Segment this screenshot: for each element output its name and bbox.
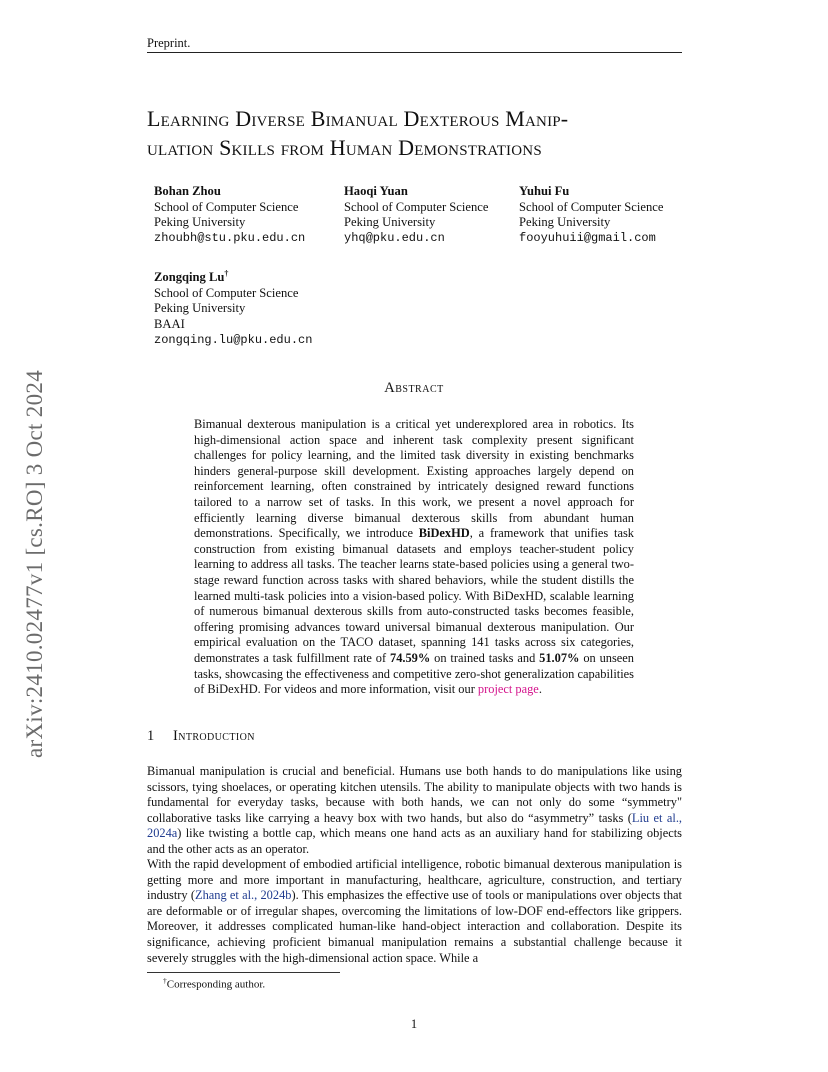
footnote-rule	[147, 972, 340, 973]
author-block	[154, 266, 312, 348]
paragraph-text: ). This emphasizes the effective use of tools or manipulations over objects that are deformable or of irregular shapes, overcoming the limitations of low-DOF end-effectors like grippers. Moreover, it addresses complicated human-like hand-object interaction and collaboration. Despite its significance, achieving proficient bimanual manipulation remains a substantial challenge because it severely struggles with the high-dimensional action space. While a	[147, 888, 682, 965]
author-block	[344, 184, 488, 246]
abstract-heading: Abstract	[384, 380, 444, 396]
paper-title	[147, 104, 707, 162]
framework-name: BiDexHD	[418, 526, 470, 541]
author-email: zongqing.lu@pku.edu.cn	[154, 332, 313, 347]
footnote-text: Corresponding author.	[166, 978, 266, 991]
author-name: Haoqi Yuan	[344, 184, 408, 198]
paragraph-text: Bimanual manipulation is crucial and beneficial. Humans use both hands to do manipulations like using scissors, tying shoelaces, or operating kitchen utensils. The ability to manipulate objects with two hands is fundamental for everyday tasks, because with both hands, we can not only do some “symmetry" collaborative tasks like carrying a heavy box with two hands, but also do “asymmetry” tasks (	[147, 764, 682, 825]
title-line-1: Learning Diverse Bimanual Dexterous Manip-	[147, 106, 569, 131]
project-page-link[interactable]: project page	[477, 682, 539, 697]
paragraph-text: ) like twisting a bottle cap, which means one hand acts as an auxiliary hand for stabilizing objects and the other acts as an operator.	[147, 826, 682, 856]
section-heading	[147, 728, 255, 745]
section-title: Introduction	[173, 728, 255, 744]
header-rule	[147, 52, 682, 53]
author-institution: Peking University	[154, 215, 246, 230]
abstract-text: Bimanual dexterous manipulation is a critical yet underexplored area in robotics. Its high-dimensional action space and inherent task complexity present significant challenges for policy learning, and the limited task diversity in existing benchmarks hinders general-purpose skill development. Existing approaches largely depend on reinforcement learning, often constrained by intricately designed reward functions tailored to a narrow set of tasks. In this work, we present a novel approach for efficiently learning diverse bimanual dexterous skills from abundant human demonstrations. Specifically, we introduce	[194, 417, 634, 541]
abstract-text: .	[538, 682, 542, 697]
author-name: Yuhui Fu	[519, 184, 570, 198]
intro-paragraph	[147, 764, 682, 858]
author-affiliation: School of Computer Science	[154, 285, 299, 300]
author-institution: Peking University	[519, 215, 611, 230]
footnote-marker: †	[163, 976, 167, 985]
abstract-text: on trained tasks and	[430, 650, 540, 665]
author-block	[519, 184, 663, 246]
arxiv-identifier-stamp: arXiv:2410.02477v1 [cs.RO] 3 Oct 2024	[22, 370, 47, 758]
citation-link[interactable]: Zhang et al., 2024b	[195, 888, 292, 903]
title-line-2: ulation Skills from Human Demonstrations	[147, 135, 542, 160]
citation-link[interactable]: Liu et al., 2024a	[147, 810, 683, 841]
paragraph-text: With the rapid development of embodied artificial intelligence, robotic bimanual dexterous manipulation is getting more and more important in manufacturing, healthcare, agriculture, construction, and tertiary industry (	[147, 857, 682, 903]
author-name-text: Zongqing Lu	[154, 270, 225, 285]
corresponding-marker: †	[224, 269, 229, 278]
author-affiliation: School of Computer Science	[344, 199, 489, 214]
author-email: fooyuhuii@gmail.com	[519, 230, 656, 245]
abstract-text: , a framework that unifies task construction from existing bimanual datasets and employs teacher-student policy learning to address all tasks. The teacher learns state-based policies using a general two-stage reward function across tasks with shared behaviors, while the student distills the learned multi-task policies into a vision-based policy. With BiDexHD, scalable learning of numerous bimanual dexterous skills from auto-constructed tasks becomes feasible, offering promising advances toward universal bimanual dexterous manipulation. Our empirical evaluation on the TACO dataset, spanning 141 tasks across six categories, demonstrates a task fulfillment rate of	[194, 526, 634, 665]
running-header: Preprint.	[147, 36, 191, 50]
author-institution: Peking University	[154, 301, 246, 316]
author-name: Bohan Zhou	[154, 184, 221, 198]
abstract-body	[194, 417, 634, 698]
author-email: yhq@pku.edu.cn	[344, 230, 445, 245]
unseen-task-rate: 51.07%	[539, 650, 580, 665]
author-email: zhoubh@stu.pku.edu.cn	[154, 230, 306, 245]
author-affiliation: School of Computer Science	[154, 199, 299, 214]
author-institution-2: BAAI	[154, 316, 185, 331]
footnote	[163, 976, 265, 991]
author-affiliation: School of Computer Science	[519, 199, 664, 214]
abstract-text: on unseen tasks, showcasing the effectiveness and competitive zero-shot generalization capabilities of BiDexHD. For videos and more information, visit our	[194, 650, 634, 697]
section-number: 1	[147, 728, 155, 744]
page-number: 1	[410, 1017, 418, 1031]
trained-task-rate: 74.59%	[390, 650, 431, 665]
author-institution: Peking University	[344, 215, 436, 230]
author-name	[154, 266, 312, 286]
intro-paragraph	[147, 857, 682, 966]
author-block	[154, 184, 305, 246]
